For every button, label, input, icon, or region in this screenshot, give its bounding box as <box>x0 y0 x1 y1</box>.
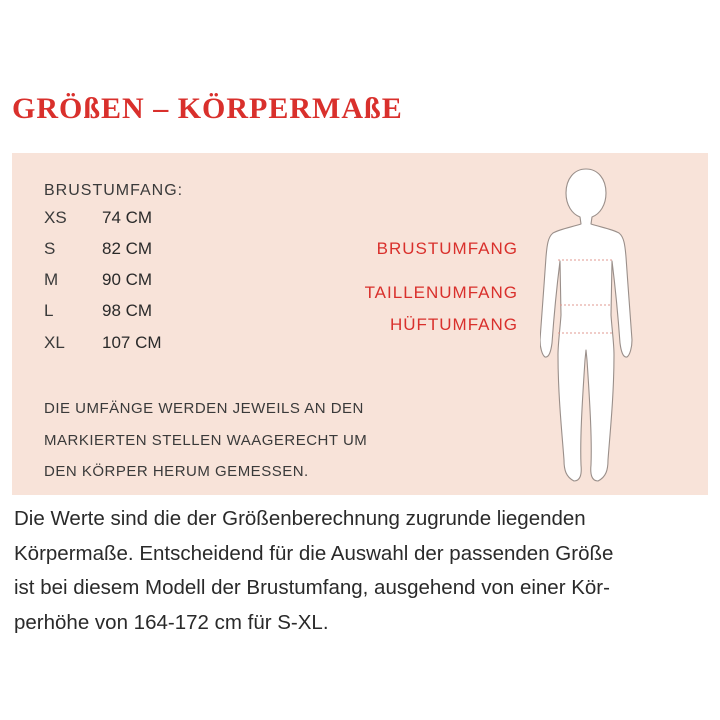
waist-label: TAILLENUMFANG <box>364 283 518 302</box>
chest-label: BRUSTUMFANG <box>376 239 518 258</box>
size-chart-panel <box>12 153 708 495</box>
size-label: L <box>44 301 54 320</box>
description-line: Körpermaße. Entscheidend für die Auswahl der passenden Größe <box>14 541 614 565</box>
size-value: 74 CM <box>102 208 153 227</box>
size-value: 90 CM <box>102 270 153 289</box>
chest-measure-heading: BRUSTUMFANG: <box>44 182 184 199</box>
hip-label: HÜFTUMFANG <box>389 315 518 334</box>
size-label: XS <box>44 208 67 227</box>
size-value: 82 CM <box>102 239 153 258</box>
size-label: XL <box>44 333 65 352</box>
note-line: DIE UMFÄNGE WERDEN JEWEILS AN DEN <box>44 400 364 417</box>
page-title: GRÖßEN – KÖRPERMAßE <box>12 92 403 125</box>
size-label: M <box>44 270 59 289</box>
size-value: 107 CM <box>102 333 162 352</box>
note-line: MARKIERTEN STELLEN WAAGERECHT UM <box>44 431 368 449</box>
body-silhouette-icon <box>540 165 650 495</box>
size-value: 98 CM <box>102 301 153 320</box>
description-paragraph <box>14 502 710 640</box>
size-label: S <box>44 239 56 258</box>
description-line: perhöhe von 164-172 cm für S-XL. <box>14 610 329 634</box>
description-line: Die Werte sind die der Größenberechnung zugrunde liegenden <box>14 507 586 530</box>
description-line: ist bei diesem Modell der Brustumfang, ausgehend von einer Kör- <box>14 576 610 599</box>
measurement-note <box>44 393 367 488</box>
note-line: DEN KÖRPER HERUM GEMESSEN. <box>44 463 309 480</box>
